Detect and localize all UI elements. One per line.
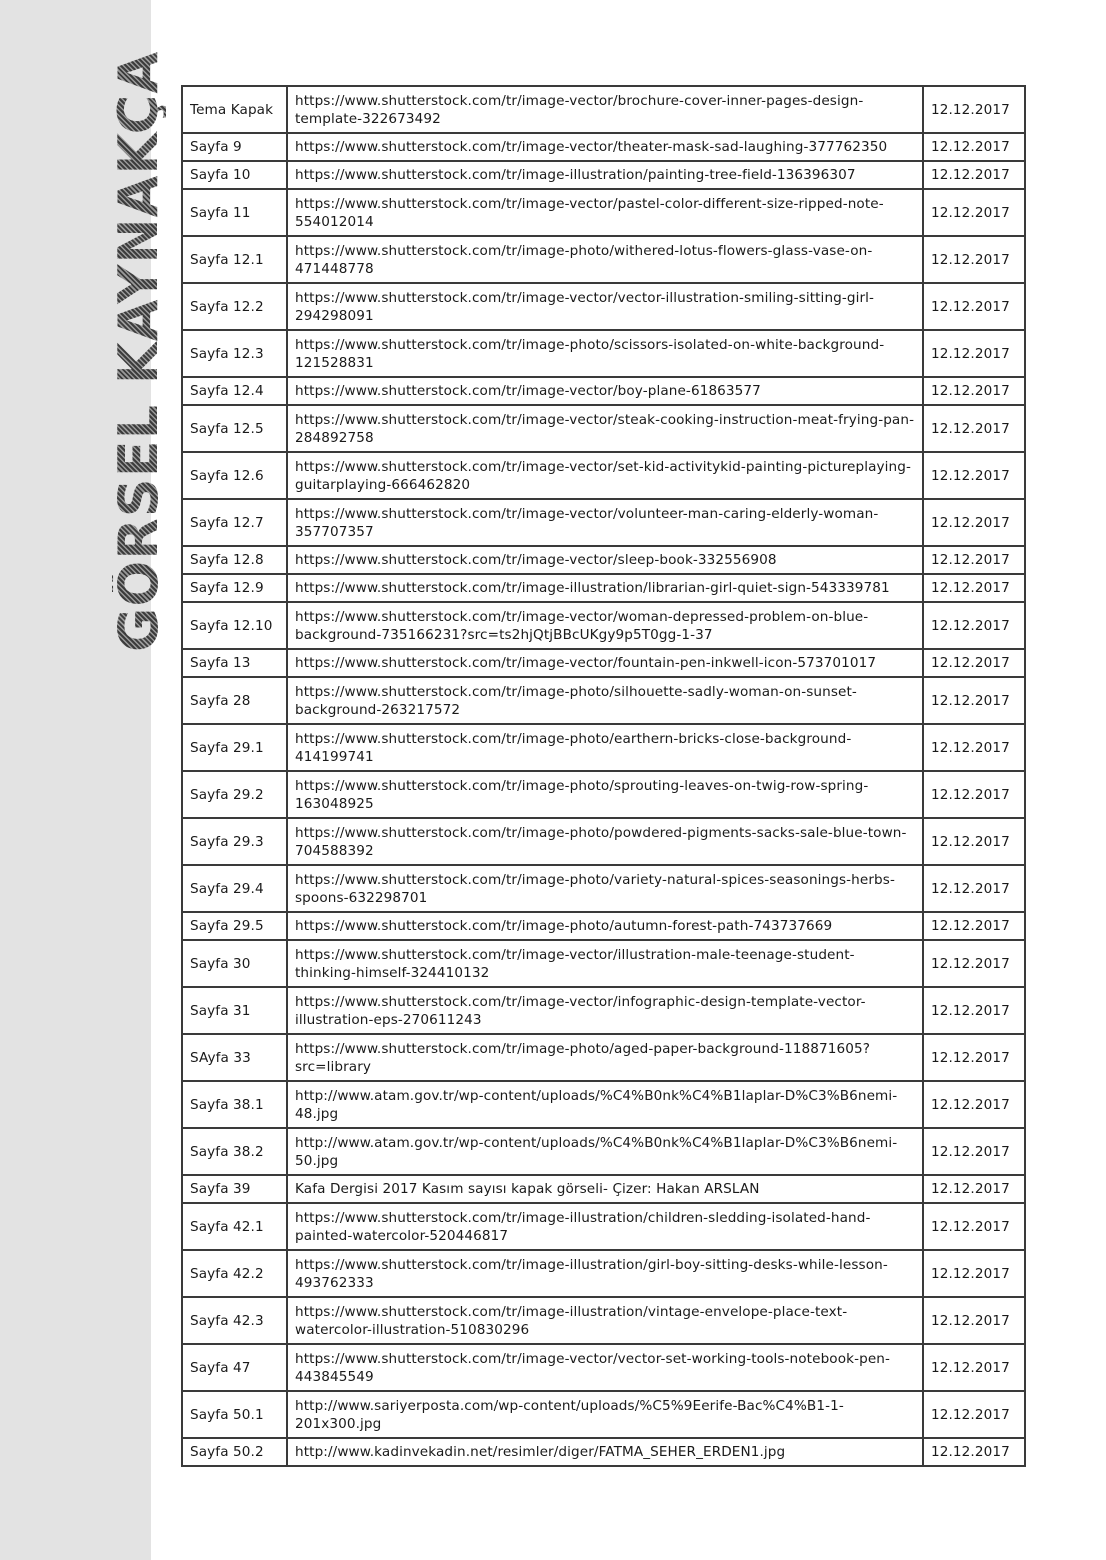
date-cell: 12.12.2017 <box>923 987 1025 1034</box>
source-cell: https://www.shutterstock.com/tr/image-vector/steak-cooking-instruction-meat-frying-pan-284892758 <box>287 405 923 452</box>
page-cell: Sayfa 38.1 <box>182 1081 287 1128</box>
source-cell: https://www.shutterstock.com/tr/image-vector/vector-illustration-smiling-sitting-girl-294298091 <box>287 283 923 330</box>
source-cell: https://www.shutterstock.com/tr/image-illustration/children-sledding-isolated-hand-painted-watercolor-520446817 <box>287 1203 923 1250</box>
page-cell: Sayfa 12.7 <box>182 499 287 546</box>
source-cell: https://www.shutterstock.com/tr/image-photo/earthern-bricks-close-background-414199741 <box>287 724 923 771</box>
source-cell: https://www.shutterstock.com/tr/image-vector/fountain-pen-inkwell-icon-573701017 <box>287 649 923 677</box>
source-cell: http://www.sariyerposta.com/wp-content/uploads/%C5%9Eerife-Bac%C4%B1-1-201x300.jpg <box>287 1391 923 1438</box>
source-cell: https://www.shutterstock.com/tr/image-photo/scissors-isolated-on-white-background-121528831 <box>287 330 923 377</box>
source-cell: https://www.shutterstock.com/tr/image-vector/pastel-color-different-size-ripped-note-554012014 <box>287 189 923 236</box>
source-cell: https://www.shutterstock.com/tr/image-photo/autumn-forest-path-743737669 <box>287 912 923 940</box>
table-row <box>182 1250 1025 1297</box>
source-cell: https://www.shutterstock.com/tr/image-vector/boy-plane-61863577 <box>287 377 923 405</box>
source-cell: https://www.shutterstock.com/tr/image-vector/sleep-book-332556908 <box>287 546 923 574</box>
table-row <box>182 133 1025 161</box>
date-cell: 12.12.2017 <box>923 1438 1025 1466</box>
source-cell: http://www.atam.gov.tr/wp-content/uploads/%C4%B0nk%C4%B1laplar-D%C3%B6nemi-48.jpg <box>287 1081 923 1128</box>
date-cell: 12.12.2017 <box>923 1391 1025 1438</box>
date-cell: 12.12.2017 <box>923 283 1025 330</box>
source-cell: https://www.shutterstock.com/tr/image-photo/silhouette-sadly-woman-on-sunset-background-263217572 <box>287 677 923 724</box>
source-cell: https://www.shutterstock.com/tr/image-vector/theater-mask-sad-laughing-377762350 <box>287 133 923 161</box>
date-cell: 12.12.2017 <box>923 724 1025 771</box>
page-cell: SAyfa 33 <box>182 1034 287 1081</box>
table-row <box>182 1081 1025 1128</box>
table-row <box>182 546 1025 574</box>
date-cell: 12.12.2017 <box>923 865 1025 912</box>
references-table <box>181 85 1026 1467</box>
date-cell: 12.12.2017 <box>923 546 1025 574</box>
page-cell: Sayfa 9 <box>182 133 287 161</box>
table-row <box>182 865 1025 912</box>
table-row <box>182 189 1025 236</box>
table-row <box>182 1034 1025 1081</box>
table-row <box>182 330 1025 377</box>
table-row <box>182 771 1025 818</box>
page-cell: Sayfa 31 <box>182 987 287 1034</box>
date-cell: 12.12.2017 <box>923 161 1025 189</box>
date-cell: 12.12.2017 <box>923 1250 1025 1297</box>
source-cell: https://www.shutterstock.com/tr/image-photo/sprouting-leaves-on-twig-row-spring-163048925 <box>287 771 923 818</box>
page-cell: Sayfa 29.2 <box>182 771 287 818</box>
page-cell: Sayfa 29.5 <box>182 912 287 940</box>
source-cell: Kafa Dergisi 2017 Kasım sayısı kapak görseli- Çizer: Hakan ARSLAN <box>287 1175 923 1203</box>
table-row <box>182 1128 1025 1175</box>
table-row <box>182 1391 1025 1438</box>
table-row <box>182 987 1025 1034</box>
date-cell: 12.12.2017 <box>923 818 1025 865</box>
page-cell: Sayfa 29.3 <box>182 818 287 865</box>
date-cell: 12.12.2017 <box>923 1034 1025 1081</box>
source-cell: https://www.shutterstock.com/tr/image-vector/volunteer-man-caring-elderly-woman-357707357 <box>287 499 923 546</box>
source-cell: https://www.shutterstock.com/tr/image-vector/vector-set-working-tools-notebook-pen-443845549 <box>287 1344 923 1391</box>
page-cell: Sayfa 47 <box>182 1344 287 1391</box>
source-cell: https://www.shutterstock.com/tr/image-vector/woman-depressed-problem-on-blue-background-735166231?src=ts2hjQtjBBcUKgy9p5T0gg-1-37 <box>287 602 923 649</box>
page-cell: Sayfa 12.10 <box>182 602 287 649</box>
page-cell: Sayfa 12.3 <box>182 330 287 377</box>
table-row <box>182 1438 1025 1466</box>
page-cell: Sayfa 29.1 <box>182 724 287 771</box>
date-cell: 12.12.2017 <box>923 1081 1025 1128</box>
date-cell: 12.12.2017 <box>923 649 1025 677</box>
page-cell: Sayfa 10 <box>182 161 287 189</box>
side-title-wrap <box>0 0 170 1560</box>
page-cell: Sayfa 50.2 <box>182 1438 287 1466</box>
date-cell: 12.12.2017 <box>923 405 1025 452</box>
date-cell: 12.12.2017 <box>923 86 1025 133</box>
page-cell: Sayfa 50.1 <box>182 1391 287 1438</box>
table-row <box>182 1344 1025 1391</box>
page-cell: Sayfa 28 <box>182 677 287 724</box>
date-cell: 12.12.2017 <box>923 940 1025 987</box>
page-cell: Sayfa 38.2 <box>182 1128 287 1175</box>
table-row <box>182 405 1025 452</box>
page-cell: Sayfa 30 <box>182 940 287 987</box>
table-row <box>182 677 1025 724</box>
date-cell: 12.12.2017 <box>923 1175 1025 1203</box>
source-cell: https://www.shutterstock.com/tr/image-illustration/painting-tree-field-136396307 <box>287 161 923 189</box>
page-cell: Sayfa 12.5 <box>182 405 287 452</box>
source-cell: https://www.shutterstock.com/tr/image-photo/aged-paper-background-118871605?src=library <box>287 1034 923 1081</box>
source-cell: https://www.shutterstock.com/tr/image-photo/powdered-pigments-sacks-sale-blue-town-704588392 <box>287 818 923 865</box>
table-row <box>182 602 1025 649</box>
table-row <box>182 452 1025 499</box>
table-row <box>182 649 1025 677</box>
page-cell: Tema Kapak <box>182 86 287 133</box>
page-cell: Sayfa 12.8 <box>182 546 287 574</box>
table-row <box>182 236 1025 283</box>
source-cell: https://www.shutterstock.com/tr/image-illustration/girl-boy-sitting-desks-while-lesson-493762333 <box>287 1250 923 1297</box>
table-row <box>182 574 1025 602</box>
date-cell: 12.12.2017 <box>923 1297 1025 1344</box>
table-row <box>182 377 1025 405</box>
source-cell: https://www.shutterstock.com/tr/image-vector/set-kid-activitykid-painting-pictureplaying-guitarplaying-666462820 <box>287 452 923 499</box>
page-cell: Sayfa 42.3 <box>182 1297 287 1344</box>
date-cell: 12.12.2017 <box>923 1344 1025 1391</box>
source-cell: https://www.shutterstock.com/tr/image-vector/illustration-male-teenage-student-thinking-himself-324410132 <box>287 940 923 987</box>
table-row <box>182 86 1025 133</box>
source-cell: https://www.shutterstock.com/tr/image-photo/variety-natural-spices-seasonings-herbs-spoons-632298701 <box>287 865 923 912</box>
page-cell: Sayfa 12.9 <box>182 574 287 602</box>
date-cell: 12.12.2017 <box>923 133 1025 161</box>
page-cell: Sayfa 12.1 <box>182 236 287 283</box>
date-cell: 12.12.2017 <box>923 677 1025 724</box>
page-cell: Sayfa 11 <box>182 189 287 236</box>
source-cell: http://www.kadinvekadin.net/resimler/diger/FATMA_SEHER_ERDEN1.jpg <box>287 1438 923 1466</box>
page-cell: Sayfa 29.4 <box>182 865 287 912</box>
source-cell: https://www.shutterstock.com/tr/image-illustration/vintage-envelope-place-text-watercolor-illustration-510830296 <box>287 1297 923 1344</box>
table-row <box>182 499 1025 546</box>
date-cell: 12.12.2017 <box>923 1203 1025 1250</box>
date-cell: 12.12.2017 <box>923 1128 1025 1175</box>
table-row <box>182 1203 1025 1250</box>
table-row <box>182 283 1025 330</box>
page-cell: Sayfa 13 <box>182 649 287 677</box>
source-cell: https://www.shutterstock.com/tr/image-vector/brochure-cover-inner-pages-design-template-322673492 <box>287 86 923 133</box>
date-cell: 12.12.2017 <box>923 574 1025 602</box>
table-row <box>182 1297 1025 1344</box>
date-cell: 12.12.2017 <box>923 499 1025 546</box>
source-cell: https://www.shutterstock.com/tr/image-vector/infographic-design-template-vector-illustration-eps-270611243 <box>287 987 923 1034</box>
source-cell: http://www.atam.gov.tr/wp-content/uploads/%C4%B0nk%C4%B1laplar-D%C3%B6nemi-50.jpg <box>287 1128 923 1175</box>
page-cell: Sayfa 12.6 <box>182 452 287 499</box>
date-cell: 12.12.2017 <box>923 452 1025 499</box>
table-row <box>182 724 1025 771</box>
date-cell: 12.12.2017 <box>923 189 1025 236</box>
source-cell: https://www.shutterstock.com/tr/image-illustration/librarian-girl-quiet-sign-543339781 <box>287 574 923 602</box>
page-cell: Sayfa 12.4 <box>182 377 287 405</box>
side-title: GÖRSEL KAYNAKÇA <box>107 50 170 652</box>
references-table-body <box>182 86 1025 1466</box>
page-cell: Sayfa 42.1 <box>182 1203 287 1250</box>
table-row <box>182 912 1025 940</box>
table-row <box>182 940 1025 987</box>
date-cell: 12.12.2017 <box>923 236 1025 283</box>
table-row <box>182 818 1025 865</box>
page-cell: Sayfa 42.2 <box>182 1250 287 1297</box>
source-cell: https://www.shutterstock.com/tr/image-photo/withered-lotus-flowers-glass-vase-on-471448778 <box>287 236 923 283</box>
date-cell: 12.12.2017 <box>923 330 1025 377</box>
date-cell: 12.12.2017 <box>923 377 1025 405</box>
page-cell: Sayfa 39 <box>182 1175 287 1203</box>
page-cell: Sayfa 12.2 <box>182 283 287 330</box>
date-cell: 12.12.2017 <box>923 912 1025 940</box>
date-cell: 12.12.2017 <box>923 602 1025 649</box>
date-cell: 12.12.2017 <box>923 771 1025 818</box>
table-row <box>182 161 1025 189</box>
table-row <box>182 1175 1025 1203</box>
